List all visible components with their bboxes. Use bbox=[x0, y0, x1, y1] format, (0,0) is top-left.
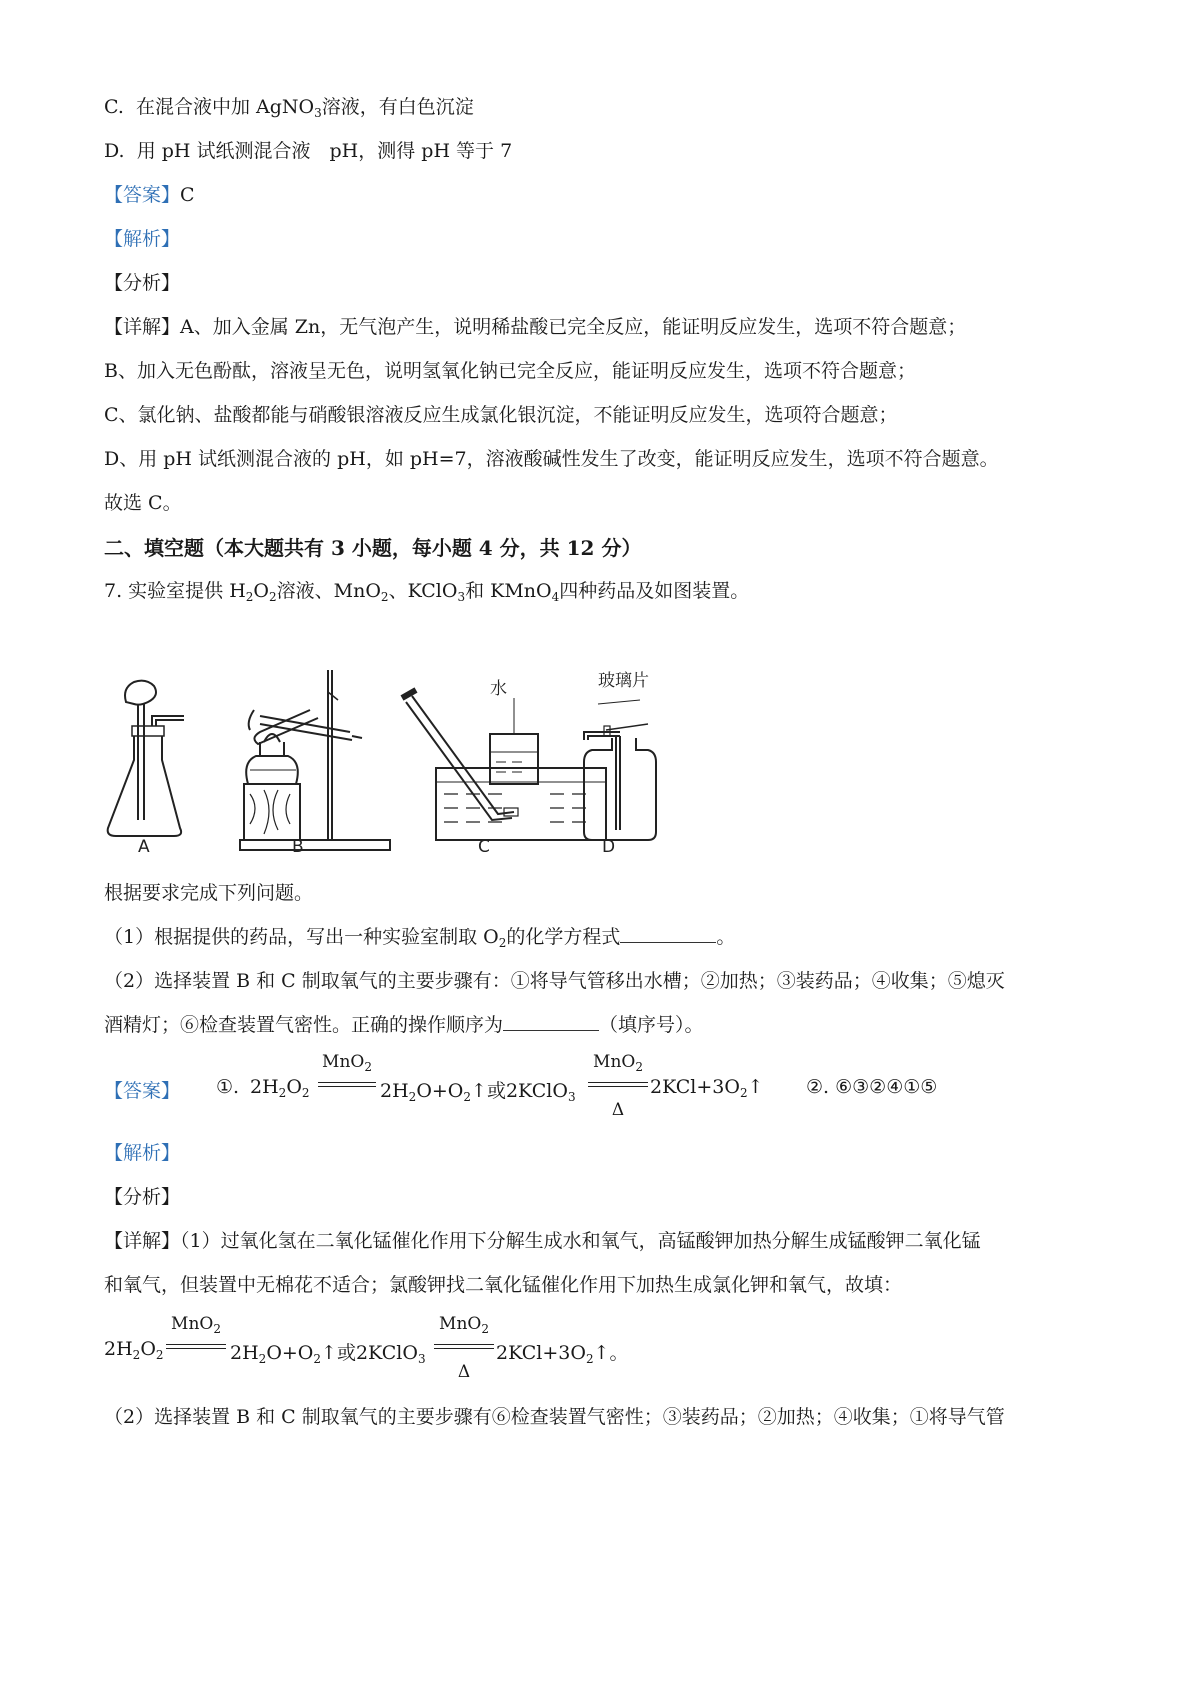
apparatus-d bbox=[584, 700, 656, 840]
q7-detail1-line1: 【详解】（1）过氧化氢在二氧化锰催化作用下分解生成水和氧气，高锰酸钾加热分解生成锰酸钾二氧化锰 bbox=[104, 1230, 981, 1252]
q7-answer-order: ②. ⑥③②④①⑤ bbox=[806, 1076, 938, 1098]
q6-fenxi-tag: 【分析】 bbox=[104, 272, 181, 294]
q7-fenxi-tag: 【分析】 bbox=[104, 1186, 181, 1208]
q7-detail1-line2: 和氧气，但装置中无棉花不适合；氯酸钾找二氧化锰催化作用下加热生成氯化钾和氧气，故填： bbox=[104, 1274, 903, 1296]
figure-label-water: 水 bbox=[490, 679, 507, 699]
q6-detail-c: C、氯化钠、盐酸都能与硝酸银溶液反应生成氯化银沉淀，不能证明反应发生，选项符合题意； bbox=[104, 404, 898, 426]
figure-label-a: A bbox=[138, 837, 150, 857]
q6-detail-d: D、用 pH 试纸测混合液的 pH，如 pH=7，溶液酸碱性发生了改变，能证明反应发生，选项不符合题意。 bbox=[104, 448, 999, 470]
equation-2-right: $2KCl+3O_2↑$ bbox=[650, 1076, 764, 1100]
q7-answer-tag: 【答案】 bbox=[104, 1080, 181, 1102]
q7-part2-line1: （2）选择装置 B 和 C 制取氧气的主要步骤有：①将导气管移出水槽；②加热；③装药品；④收集；⑤熄灭 bbox=[104, 970, 1005, 992]
answer-blank-1[interactable] bbox=[620, 938, 716, 943]
q6-answer: 【答案】C bbox=[104, 184, 195, 206]
q7-detail2-line1: （2）选择装置 B 和 C 制取氧气的主要步骤有⑥检查装置气密性；③装药品；②加热；④收集；①将导气管 bbox=[104, 1406, 1005, 1428]
equation-1-double-line bbox=[318, 1082, 376, 1087]
figure-label-glass: 玻璃片 bbox=[598, 671, 649, 691]
figure-label-b: B bbox=[292, 837, 304, 857]
q7-part2-line2: 酒精灯；⑥检查装置气密性。正确的操作顺序为 （填序号）。 bbox=[104, 1014, 704, 1036]
equation-1-left: $2H_2O_2$ bbox=[250, 1076, 310, 1100]
option-c: C. 在混合液中加 AgNO$_3$溶液，有白色沉淀 bbox=[104, 96, 474, 120]
apparatus-a bbox=[108, 681, 184, 836]
figure-label-c: C bbox=[478, 837, 490, 857]
section-heading: 二、填空题（本大题共有 3 小题，每小题 4 分，共 12 分） bbox=[104, 536, 642, 560]
equation-1-right: $2H_2O+O_2↑$或2KClO$_3$ bbox=[380, 1080, 576, 1104]
equation-2-double-line bbox=[588, 1082, 648, 1087]
q7-analysis-tag: 【解析】 bbox=[104, 1142, 181, 1164]
q7-stem: 7. 实验室提供 $H_2O_2$溶液、MnO$_2$、KClO$_3$和 KMnO$_4$四种药品及如图装置。 bbox=[104, 580, 750, 604]
q6-detail-b: B、加入无色酚酞，溶液呈无色，说明氢氧化钠已完全反应，能证明反应发生，选项不符合题意； bbox=[104, 360, 916, 382]
q7-part1: （1）根据提供的药品，写出一种实验室制取 $O_2$的化学方程式 。 bbox=[104, 926, 736, 950]
q7-instruction: 根据要求完成下列问题。 bbox=[104, 882, 314, 904]
equation-2-catalyst: MnO$_2$ bbox=[593, 1052, 643, 1074]
q6-conclusion: 故选 C。 bbox=[104, 492, 182, 514]
q6-detail-a: 【详解】A、加入金属 Zn，无气泡产生，说明稀盐酸已完全反应，能证明反应发生，选项不符合题意； bbox=[104, 316, 967, 338]
equation-2-heat: Δ bbox=[611, 1100, 625, 1120]
answer-tag: 【答案】 bbox=[104, 184, 181, 206]
equation-1-catalyst: MnO$_2$ bbox=[322, 1052, 372, 1074]
apparatus-c bbox=[402, 690, 606, 840]
apparatus-b bbox=[240, 670, 390, 850]
answer-blank-2[interactable] bbox=[503, 1026, 599, 1031]
apparatus-figure bbox=[100, 670, 740, 860]
option-d: D. 用 pH 试纸测混合液 pH，测得 pH 等于 7 bbox=[104, 140, 513, 162]
q6-analysis-tag: 【解析】 bbox=[104, 228, 181, 250]
figure-label-d: D bbox=[602, 837, 616, 857]
